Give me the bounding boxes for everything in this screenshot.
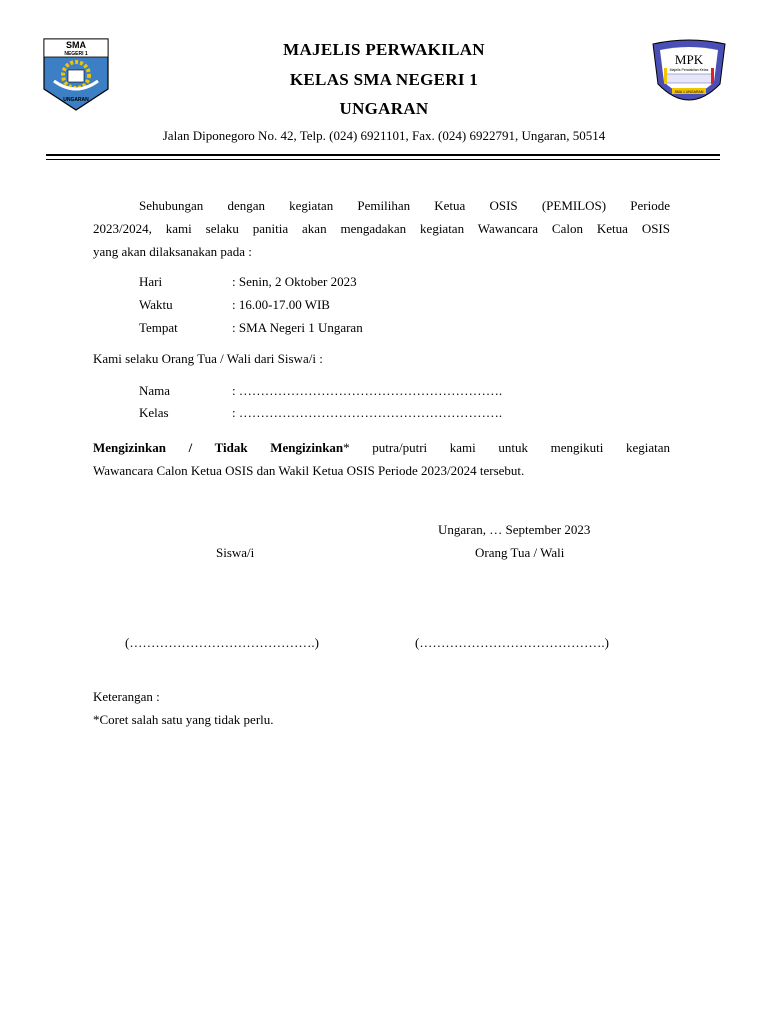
consent-paragraph xyxy=(93,436,670,482)
logo-right-mid: Majelis Perwakilan Kelas xyxy=(669,68,709,72)
logo-right-top: MPK xyxy=(674,52,704,67)
intro-paragraph xyxy=(93,194,670,263)
schedule-label-place: Tempat xyxy=(139,320,178,335)
intro-line-3: yang akan dilaksanakan pada : xyxy=(93,244,252,259)
logo-right-bottom: SMA 1 UNGARAN xyxy=(674,90,704,94)
logo-left-bottom: UNGARAN xyxy=(63,97,89,103)
student-signature-label: Siswa/i xyxy=(216,545,255,560)
student-label-name: Nama xyxy=(139,383,171,398)
schedule-label-day: Hari xyxy=(139,274,163,289)
header-address: Jalan Diponegoro No. 42, Telp. (024) 6921101, Fax. (024) 6922791, Ungaran, 50514 xyxy=(162,128,606,143)
consent-rest: * putra/putri kami untuk mengikuti kegiatan xyxy=(343,440,670,455)
header-line-1: MAJELIS PERWAKILAN xyxy=(283,40,485,59)
schedule-label-time: Waktu xyxy=(139,297,173,312)
header-line-2: KELAS SMA NEGERI 1 xyxy=(289,70,479,89)
intro-line-1: Sehubungan dengan kegiatan Pemilihan Ketua OSIS (PEMILOS) Periode xyxy=(139,198,670,213)
parent-intro: Kami selaku Orang Tua / Wali dari Siswa/i : xyxy=(93,351,323,366)
header-line-3: UNGARAN xyxy=(339,99,429,118)
notes-text: *Coret salah satu yang tidak perlu. xyxy=(93,712,274,727)
header-divider-thick xyxy=(46,154,720,156)
consent-options: Mengizinkan / Tidak Mengizinkan xyxy=(93,440,344,455)
student-label-class: Kelas xyxy=(139,405,169,420)
consent-line-1 xyxy=(93,436,670,459)
intro-line-2: 2023/2024, kami selaku panitia akan mengadakan kegiatan Wawancara Calon Ketua OSIS xyxy=(93,221,670,236)
parent-signature-blank: (…………………………………….) xyxy=(415,635,609,650)
consent-line-2: Wawancara Calon Ketua OSIS dan Wakil Ketua OSIS Periode 2023/2024 tersebut. xyxy=(93,463,525,478)
logo-left-mid: NEGERI 1 xyxy=(64,51,88,57)
schedule-value-time: : 16.00-17.00 WIB xyxy=(232,297,330,312)
logo-left-top: SMA xyxy=(66,40,86,50)
parent-signature-label: Orang Tua / Wali xyxy=(475,545,565,560)
student-value-name: : ……………………………………………………. xyxy=(232,383,503,398)
place-date: Ungaran, … September 2023 xyxy=(438,522,591,537)
schedule-value-place: : SMA Negeri 1 Ungaran xyxy=(232,320,363,335)
notes-title: Keterangan : xyxy=(93,689,160,704)
header-divider-thin xyxy=(46,159,720,160)
schedule-value-day: : Senin, 2 Oktober 2023 xyxy=(232,274,357,289)
student-value-class: : ……………………………………………………. xyxy=(232,405,503,420)
student-signature-blank: (…………………………………….) xyxy=(125,635,319,650)
